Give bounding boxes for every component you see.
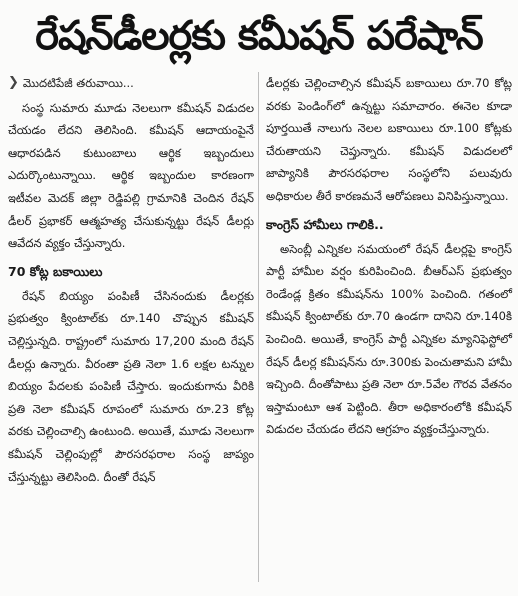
left-column xyxy=(8,72,254,488)
right-column xyxy=(266,72,512,441)
right-subheading: కాంగ్రెస్ హామీలు గాలికి.. xyxy=(266,216,384,232)
column-divider xyxy=(258,72,259,582)
continued-kicker xyxy=(8,72,254,95)
left-subheading: 70 కోట్ల బకాయిలు xyxy=(8,263,103,279)
headline: రేషన్‌డీలర్లకు కమీషన్ పరేషాన్ xyxy=(35,13,483,59)
right-paragraph-2: అసెంబ్లీ ఎన్నికల సమయంలో రేషన్ డీలర్లపై కాంగ్రెస్ పార్టీ హామీల వర్షం కురిపించింది. బీఆర్ఎస్ ప్రభుత్వం రెండేండ్ల క్రితం కమీషన్‌ను 100% పెంచింది. గతంలో కమీషన్ క్వింటాల్‌కు రూ.70 ఉండగా దానిని రూ.140కి పెంచింది. అయితే, కాంగ్రెస్ పార్టీ ఎన్నికల మ్యానిఫెస్టోలో రేషన్ డీలర్ల కమీషన్‌ను రూ.300కు పెంచుతామని హామీ ఇచ్చింది. దీంతోపాటు ప్రతి నెలా రూ.5వేల గౌరవ వేతనం ఇస్తామంటూ ఆశ పెట్టింది. తీరా అధికారంలోకి కమీషన్ విడుదల చేయడం లేదని ఆగ్రహం వ్యక్తంచేస్తున్నారు. xyxy=(266,241,512,437)
kicker-text: మొదటిపేజీ తరువాయి... xyxy=(22,76,134,90)
right-paragraph-1: డీలర్లకు చెల్లించాల్సిన కమీషన్ బకాయిలు రూ.70 కోట్ల వరకు పెండింగ్‌లో ఉన్నట్టు సమాచారం. ఈనెల కూడా పూర్తయితే నాలుగు నెలల బకాయిలు రూ.100 కోట్లకు చేరుతాయని చెప్తున్నారు. కమీషన్ విడుదలలో జాప్యానికి పౌరసరఫరాల సంస్థలోని పలువురు అధికారుల తీరే కారణమనే ఆరోపణలు వినిపిస్తున్నాయి. xyxy=(266,76,512,203)
chevron-right-icon: ❯ xyxy=(8,75,19,90)
left-paragraph-2: రేషన్ బియ్యం పంపిణీ చేసినందుకు డీలర్లకు ప్రభుత్వం క్వింటాల్‌కు రూ.140 చొప్పున కమీషన్ చెల్లిస్తున్నది. రాష్ట్రంలో సుమారు 17,200 మంది రేషన్ డీలర్లు ఉన్నారు. వీరంతా ప్రతి నెలా 1.6 లక్షల టన్నుల బియ్యం పేదలకు పంపిణీ చేస్తారు. ఇందుకుగాను వీరికి ప్రతి నెలా కమీషన్ రూపంలో సుమారు రూ.23 కోట్ల వరకు చెల్లించాల్సి ఉంటుంది. అయితే, మూడు నెలలుగా కమీషన్ చెల్లింపుల్లో పౌరసరఫరాల సంస్థ జాప్యం చేస్తున్నట్టు తెలిసింది. దీంతో రేషన్ xyxy=(8,288,254,484)
left-paragraph-1: సంస్థ సుమారు మూడు నెలలుగా కమీషన్ విడుదల చేయడం లేదని తెలిసింది. కమీషన్ ఆదాయంపైనే ఆధారపడిన కుటుంబాలు ఆర్థిక ఇబ్బందులు ఎదుర్కొంటున్నాయి. ఆర్థిక ఇబ్బందుల కారణంగా ఇటీవల మెదక్ జిల్లా రెడ్డిపల్లి గ్రామానికి చెందిన రేషన్ డీలర్ ప్రభాకర్ ఆత్మహత్య చేసుకున్నట్టు రేషన్ డీలర్లు ఆవేదన వ్యక్తం చేస్తున్నారు. xyxy=(8,100,254,251)
